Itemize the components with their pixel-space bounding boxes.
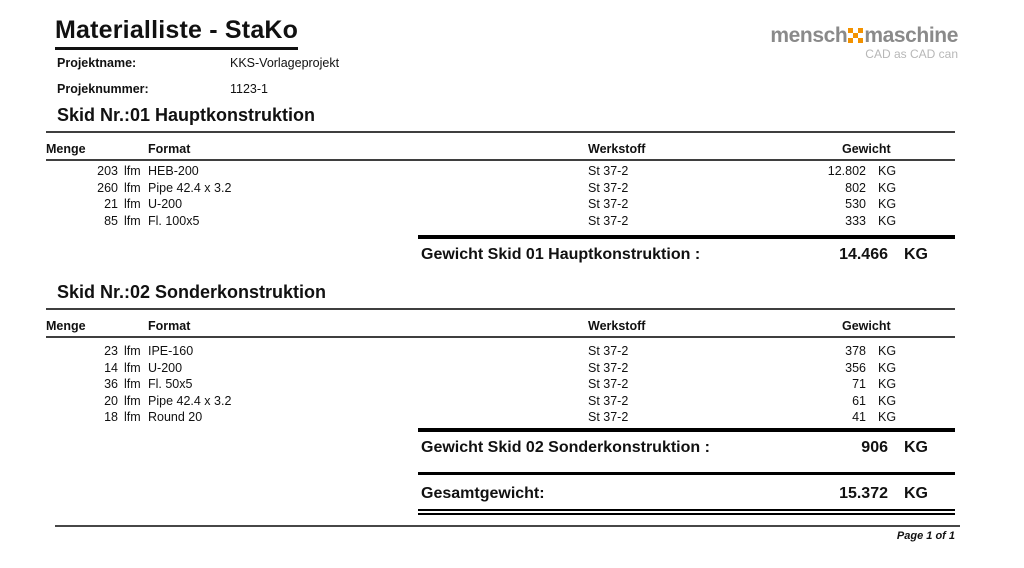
unit-cell: lfm bbox=[124, 410, 141, 425]
project-number-label: Projeknummer: bbox=[57, 82, 149, 96]
total-divider bbox=[418, 472, 955, 475]
skid2-subtotal-unit: KG bbox=[904, 439, 928, 456]
skid1-subtotal-value: 14.466 bbox=[839, 246, 888, 263]
table-row bbox=[46, 394, 955, 411]
table-row bbox=[46, 377, 955, 394]
format-cell: Fl. 50x5 bbox=[148, 377, 193, 392]
skid2-table-header bbox=[46, 319, 955, 335]
qty-cell: 23 bbox=[104, 344, 118, 358]
werkstoff-cell: St 37-2 bbox=[588, 393, 629, 408]
skid1-title-name: 01 Hauptkonstruktion bbox=[130, 105, 316, 125]
skid1-table-header bbox=[46, 142, 955, 158]
weight-unit-cell: KG bbox=[878, 213, 897, 228]
table-row bbox=[46, 197, 955, 214]
format-cell: Pipe 42.4 x 3.2 bbox=[148, 393, 232, 408]
qty-cell: 260 bbox=[97, 180, 118, 195]
logo-word-right: maschine bbox=[864, 24, 958, 47]
project-number-value: 1123-1 bbox=[230, 82, 268, 96]
divider bbox=[46, 308, 955, 310]
weight-unit-cell: KG bbox=[878, 180, 897, 195]
weight-cell: 71 bbox=[852, 377, 866, 392]
weight-cell: 802 bbox=[845, 180, 866, 195]
qty-cell: 85 bbox=[104, 213, 118, 228]
skid2-title-label: Skid Nr.: bbox=[57, 282, 131, 302]
unit-cell: lfm bbox=[124, 377, 141, 392]
table-row bbox=[46, 344, 955, 361]
weight-unit-cell: KG bbox=[878, 360, 897, 375]
format-cell: IPE-160 bbox=[148, 344, 194, 358]
table-row bbox=[46, 410, 955, 427]
weight-unit-cell: KG bbox=[878, 377, 897, 392]
project-name-label: Projektname: bbox=[57, 56, 137, 70]
skid2-subtotal-value: 906 bbox=[861, 439, 888, 456]
weight-cell: 61 bbox=[852, 393, 866, 408]
project-name-value: KKS-Vorlageprojekt bbox=[230, 56, 340, 70]
werkstoff-cell: St 37-2 bbox=[588, 164, 629, 178]
skid2-subtotal-label: Gewicht Skid 02 Sonderkonstruktion : bbox=[421, 439, 710, 456]
weight-unit-cell: KG bbox=[878, 393, 897, 408]
column-header-menge: Menge bbox=[46, 142, 86, 156]
weight-unit-cell: KG bbox=[878, 410, 897, 425]
grand-total-unit: KG bbox=[904, 485, 928, 502]
werkstoff-cell: St 37-2 bbox=[588, 344, 629, 358]
page-title: Materialliste - StaKo bbox=[55, 16, 298, 50]
skid1-subtotal-label: Gewicht Skid 01 Hauptkonstruktion : bbox=[421, 246, 701, 263]
grand-total-value: 15.372 bbox=[839, 485, 888, 502]
logo-x-icon bbox=[848, 26, 863, 41]
unit-cell: lfm bbox=[124, 360, 141, 375]
qty-cell: 203 bbox=[97, 164, 118, 178]
format-cell: Fl. 100x5 bbox=[148, 213, 200, 228]
werkstoff-cell: St 37-2 bbox=[588, 213, 629, 228]
total-double-divider bbox=[418, 509, 955, 515]
format-cell: Round 20 bbox=[148, 410, 203, 425]
unit-cell: lfm bbox=[124, 197, 141, 212]
format-cell: U-200 bbox=[148, 197, 183, 212]
column-header-werkstoff: Werkstoff bbox=[588, 319, 646, 333]
footer-divider bbox=[55, 525, 960, 527]
logo-tagline: CAD as CAD can bbox=[865, 47, 958, 61]
column-header-werkstoff: Werkstoff bbox=[588, 142, 646, 156]
unit-cell: lfm bbox=[124, 180, 141, 195]
qty-cell: 18 bbox=[104, 410, 118, 425]
skid1-table-rows bbox=[46, 164, 955, 230]
divider bbox=[46, 131, 955, 133]
column-header-format: Format bbox=[148, 319, 191, 333]
subtotal-divider bbox=[418, 428, 955, 432]
column-header-gewicht: Gewicht bbox=[842, 142, 891, 156]
weight-cell: 12.802 bbox=[827, 164, 866, 178]
divider bbox=[46, 336, 955, 338]
format-cell: HEB-200 bbox=[148, 164, 199, 178]
unit-cell: lfm bbox=[124, 164, 141, 178]
subtotal-divider bbox=[418, 235, 955, 239]
logo-word-left: mensch bbox=[770, 24, 848, 47]
skid1-title-label: Skid Nr.: bbox=[57, 105, 131, 125]
weight-cell: 378 bbox=[845, 344, 866, 358]
werkstoff-cell: St 37-2 bbox=[588, 410, 629, 425]
company-logo bbox=[770, 25, 958, 60]
qty-cell: 20 bbox=[104, 393, 118, 408]
qty-cell: 36 bbox=[104, 377, 118, 392]
skid1-subtotal-unit: KG bbox=[904, 246, 928, 263]
column-header-format: Format bbox=[148, 142, 191, 156]
unit-cell: lfm bbox=[124, 393, 141, 408]
skid2-table-rows bbox=[46, 344, 955, 427]
logo-wordmark bbox=[770, 25, 958, 46]
table-row bbox=[46, 164, 955, 181]
column-header-gewicht: Gewicht bbox=[842, 319, 891, 333]
unit-cell: lfm bbox=[124, 344, 141, 358]
table-row bbox=[46, 181, 955, 198]
format-cell: Pipe 42.4 x 3.2 bbox=[148, 180, 232, 195]
qty-cell: 14 bbox=[104, 360, 118, 375]
divider bbox=[46, 159, 955, 161]
weight-cell: 530 bbox=[845, 197, 866, 212]
werkstoff-cell: St 37-2 bbox=[588, 377, 629, 392]
werkstoff-cell: St 37-2 bbox=[588, 197, 629, 212]
weight-unit-cell: KG bbox=[878, 197, 897, 212]
weight-cell: 333 bbox=[845, 213, 866, 228]
weight-cell: 356 bbox=[845, 360, 866, 375]
weight-unit-cell: KG bbox=[878, 344, 897, 358]
page-number-label: Page 1 of 1 bbox=[896, 530, 955, 542]
werkstoff-cell: St 37-2 bbox=[588, 360, 629, 375]
werkstoff-cell: St 37-2 bbox=[588, 180, 629, 195]
table-row bbox=[46, 214, 955, 231]
weight-unit-cell: KG bbox=[878, 164, 897, 178]
format-cell: U-200 bbox=[148, 360, 183, 375]
table-row bbox=[46, 361, 955, 378]
skid2-title-name: 02 Sonderkonstruktion bbox=[130, 282, 327, 302]
column-header-menge: Menge bbox=[46, 319, 86, 333]
weight-cell: 41 bbox=[852, 410, 866, 425]
grand-total-label: Gesamtgewicht: bbox=[421, 485, 545, 502]
unit-cell: lfm bbox=[124, 213, 141, 228]
qty-cell: 21 bbox=[104, 197, 118, 212]
